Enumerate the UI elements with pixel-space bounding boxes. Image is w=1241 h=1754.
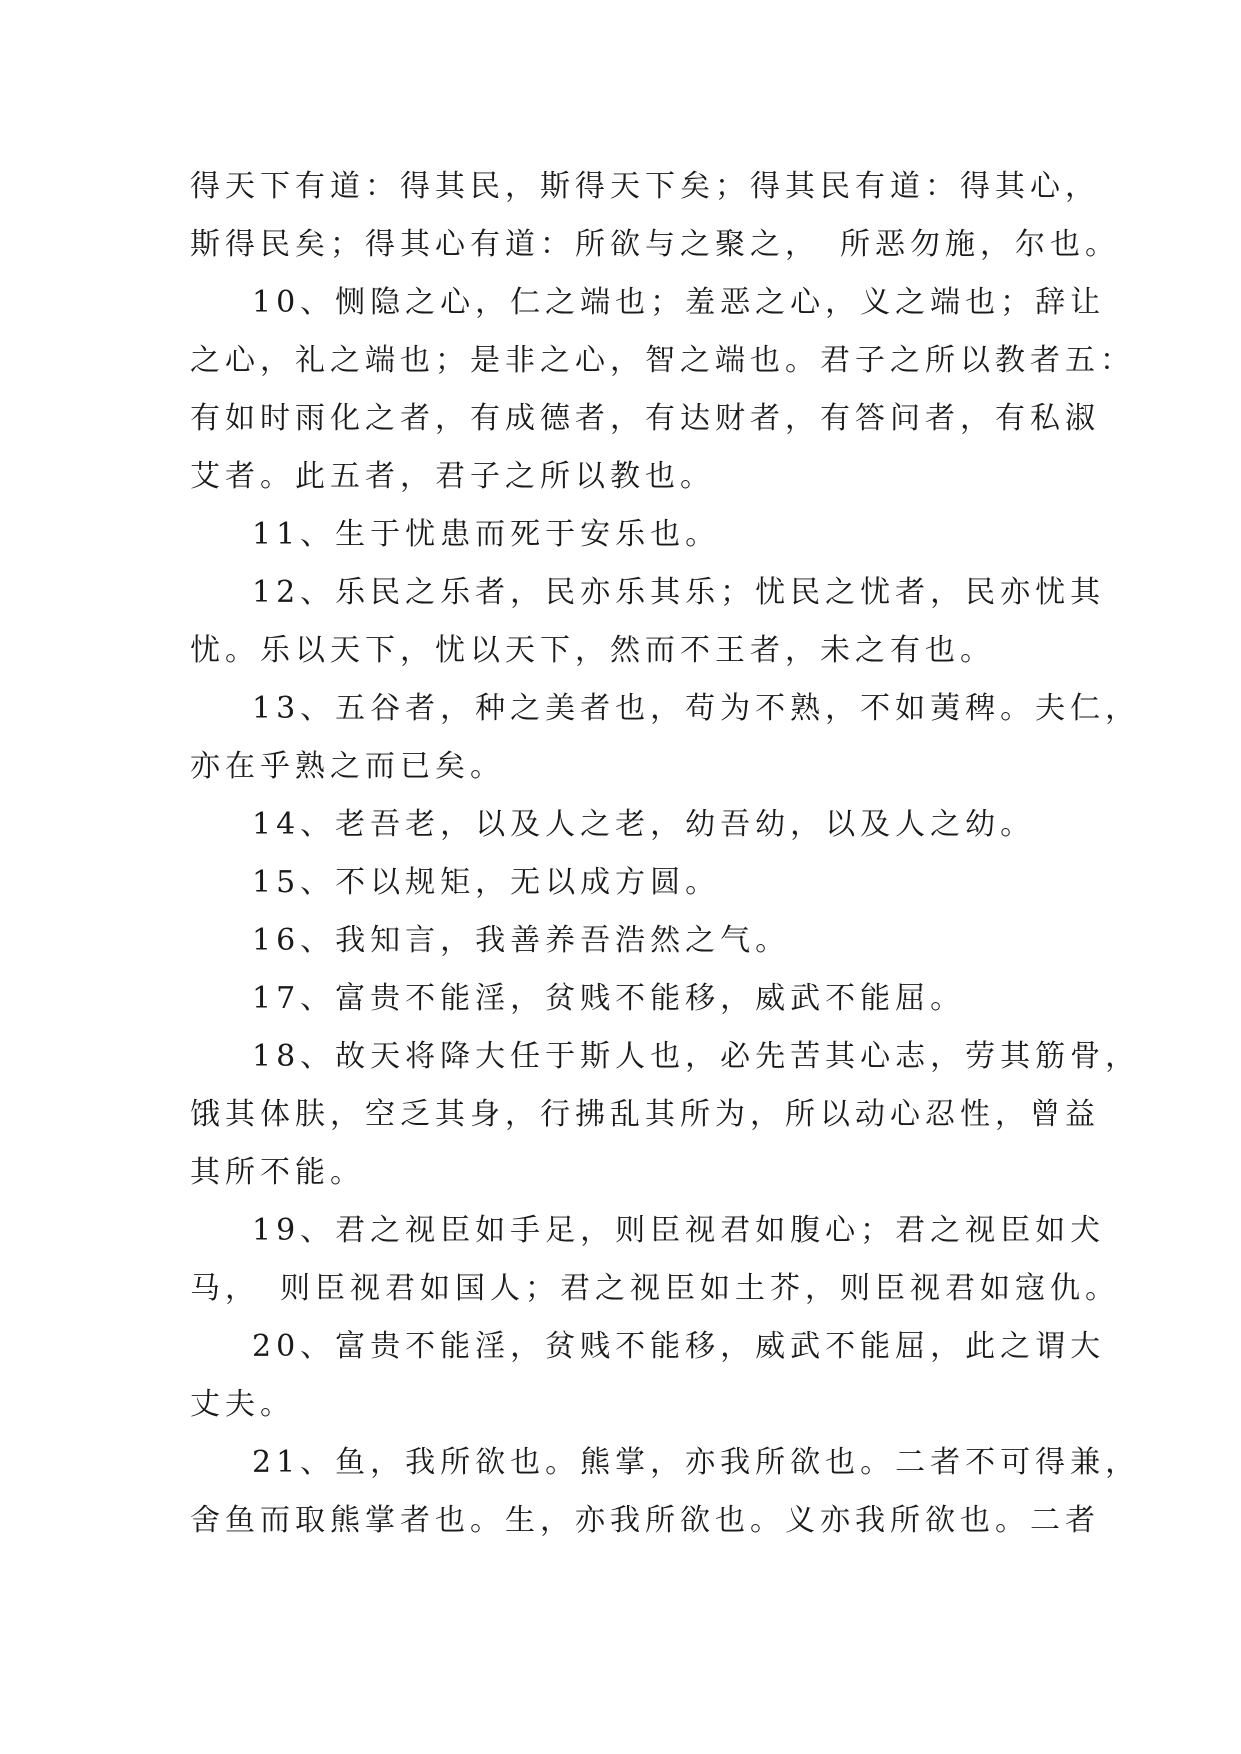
text-line: 亦在乎熟之而已矣。: [190, 749, 505, 784]
text-line: 21、鱼，我所欲也。熊掌，亦我所欲也。二者不可得兼，: [252, 1445, 1141, 1480]
text-line: 11、生于忧患而死于安乐也。: [252, 517, 721, 552]
text-line: 20、富贵不能淫，贫贱不能移，威武不能屈，此之谓大: [252, 1329, 1106, 1364]
text-line: 忧。乐以天下，忧以天下，然而不王者，未之有也。: [190, 633, 995, 668]
text-line: 12、乐民之乐者，民亦乐其乐；忧民之忧者，民亦忧其: [252, 575, 1106, 610]
text-line: 之心，礼之端也；是非之心，智之端也。君子之所以教者五：: [190, 343, 1135, 378]
document-page: [190, 158, 1141, 1550]
text-line: 丈夫。: [190, 1387, 295, 1422]
text-line: 有如时雨化之者，有成德者，有达财者，有答问者，有私淑: [190, 401, 1100, 436]
text-line: 19、君之视臣如手足，则臣视君如腹心；君之视臣如犬: [252, 1213, 1106, 1248]
text-line: 其所不能。: [190, 1155, 365, 1190]
text-line: 艾者。此五者，君子之所以教也。: [190, 459, 715, 494]
text-line: 得天下有道：得其民，斯得天下矣；得其民有道：得其心，: [190, 169, 1100, 204]
text-line: 18、故天将降大任于斯人也，必先苦其心志，劳其筋骨，: [252, 1039, 1141, 1074]
text-line: 马， 则臣视君如国人；君之视臣如土芥，则臣视君如寇仇。: [190, 1271, 1120, 1306]
text-line: 舍鱼而取熊掌者也。生，亦我所欲也。义亦我所欲也。二者: [190, 1503, 1100, 1538]
text-line: 14、老吾老，以及人之老，幼吾幼，以及人之幼。: [252, 807, 1036, 842]
text-line: 13、五谷者，种之美者也，苟为不熟，不如荑稗。夫仁，: [252, 691, 1141, 726]
text-line: 15、不以规矩，无以成方圆。: [252, 865, 721, 900]
text-line: 16、我知言，我善养吾浩然之气。: [252, 923, 791, 958]
text-line: 10、恻隐之心，仁之端也；羞恶之心，义之端也；辞让: [252, 285, 1106, 320]
text-line: 斯得民矣；得其心有道：所欲与之聚之， 所恶勿施，尔也。: [190, 227, 1120, 262]
text-line: 饿其体肤，空乏其身，行拂乱其所为，所以动心忍性，曾益: [190, 1097, 1100, 1132]
text-line: 17、富贵不能淫，贫贱不能移，威武不能屈。: [252, 981, 966, 1016]
